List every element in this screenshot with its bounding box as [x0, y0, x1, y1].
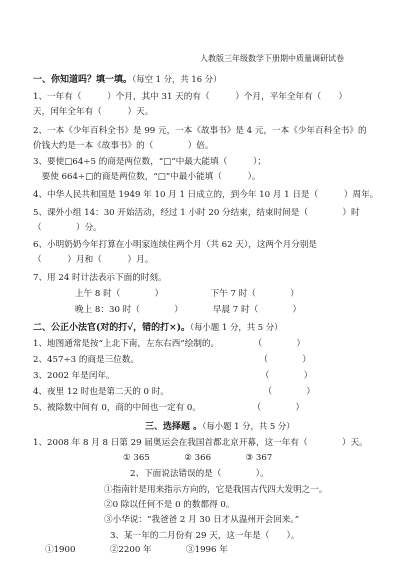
section-1-title: 一、你知道吗？填一填。	[33, 75, 133, 85]
q1-5-line-2: （ ）分。	[33, 223, 102, 233]
q1-6-line-1: 6、小明奶奶今年打算在小明家连续住两个月（共 62 天），这两个月分别是	[33, 240, 317, 250]
q2-1: 1、地图通常是按“上北下南，左东右西”绘制的。 （ ）	[33, 339, 306, 349]
exam-header: 人教版三年级数学下册期中质量调研试卷	[200, 54, 344, 63]
q1-7-stem: 7、用 24 时计法表示下面的时刻。	[33, 273, 167, 283]
q1-1-line-2: 天，闰年全年有（ ）天。	[33, 107, 154, 117]
q2-3: 3、2002 年是闰年。 （ ）	[33, 371, 313, 381]
section-1-score-note: （每空 1 分，共 16 分）	[132, 74, 222, 84]
q3-1-options: ① 365 ② 366 ③ 367	[123, 453, 273, 463]
q3-2-stem: 2、下面说法错误的是（ ）。	[130, 469, 269, 479]
section-2-heading	[33, 322, 282, 334]
section-2-score-note: （每小题 1 分，共 5 分）	[189, 322, 283, 332]
q3-2-option-2: ②0 除以任何不是 0 的数都得 0。	[104, 500, 235, 510]
q1-3-line-2: 要使 664÷□的商是两位数，“□”中最小能填（ ）。	[33, 172, 261, 182]
q1-7-row-1: 上午 8 时（ ） 下午 7 时（ ）	[75, 289, 299, 299]
section-3-score-note: （每小题 1 分，共 5 分）	[202, 421, 295, 431]
q1-4: 4、中华人民共和国是 1949 年 10 月 1 日成立的，到今年 10 月 1 日是（ ）周年。	[33, 190, 379, 200]
q1-2-line-1: 2、一本《少年百科全书》是 99 元，一本《故事书》是 4 元，一本《少年百科全书》的	[33, 126, 367, 136]
section-2-title: 二、公正小法官(对的打√，错的打×)。	[33, 323, 190, 333]
q3-3-options: ①1900 ②2200 年 ③1996 年	[45, 545, 228, 555]
q3-2-option-3: ③小华说：“我爸爸 2 月 30 日才从温州开会回来。”	[104, 515, 300, 525]
q2-2: 2、457÷3 的商是三位数。 （ ）	[33, 355, 311, 365]
q1-7-row-2: 晚上 8：30 时（ ） 早晨 7 时（ ）	[75, 305, 302, 315]
q1-1-line-1: 1、一年有（ ）个月，其中 31 天的有（ ）个月，平年全年有（ ）	[33, 92, 348, 102]
q1-6-line-2: （ ）月和（ ）月。	[33, 255, 154, 265]
q3-2-option-1: ①指南针是用来指示方向的，它是我国古代四大发明之一。	[104, 485, 328, 495]
q1-5-line-1: 5、课外小组 14：30 开始活动，经过 1 小时 20 分结束，结束时间是（ ）时	[33, 208, 360, 218]
q2-5: 5、被除数中间有 0，商的中间也一定有 0。 （ ）	[33, 403, 305, 413]
q1-3-line-1: 3、要使□64÷5 的商是两位数，“□”中最大能填（ ）；	[33, 157, 266, 167]
section-1-heading	[33, 74, 221, 86]
q3-1-stem: 1、2008 年 8 月 8 日第 29 届奥运会在我国首都北京开幕，这一年有（ ）天。	[33, 438, 368, 448]
section-3-title: 三、选择题 。	[145, 422, 203, 432]
section-3-heading	[145, 421, 295, 433]
q2-4: 4、夜里 12 时也是第二天的 0 时。 （ ）	[33, 387, 316, 397]
q3-3-stem: 3、某一年的二月份有 29 天，这一年是（ ）。	[110, 531, 300, 541]
q1-2-line-2: 价钱大约是一本《故事书》的（ ）倍。	[33, 141, 214, 151]
